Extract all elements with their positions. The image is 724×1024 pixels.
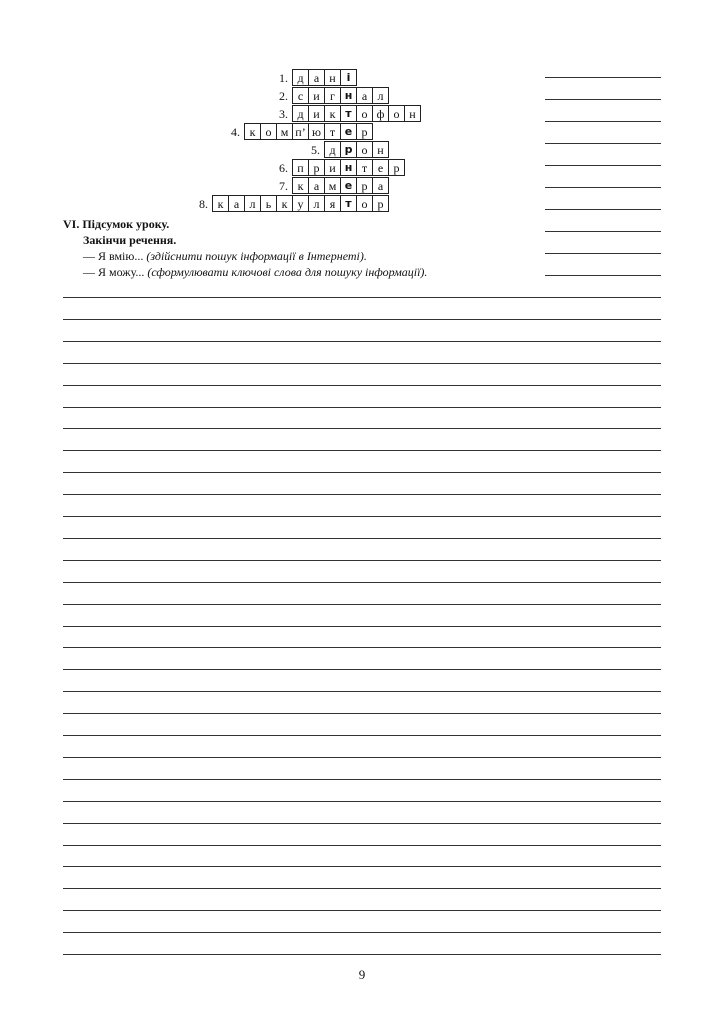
crossword-key-cell: т bbox=[340, 195, 357, 212]
crossword-key-cell: т bbox=[340, 105, 357, 122]
crossword-cell: л bbox=[244, 195, 261, 212]
writing-line bbox=[63, 801, 661, 802]
crossword-cell: м bbox=[324, 177, 341, 194]
writing-line bbox=[63, 560, 661, 561]
writing-line bbox=[63, 516, 661, 517]
crossword-cell: о bbox=[388, 105, 405, 122]
writing-line bbox=[63, 385, 661, 386]
crossword-key-cell: н bbox=[340, 159, 357, 176]
answer-line bbox=[545, 209, 661, 210]
crossword-row-number: 1. bbox=[279, 71, 288, 85]
crossword-key-cell: р bbox=[340, 141, 357, 158]
crossword-cell: а bbox=[228, 195, 245, 212]
answer-line bbox=[545, 187, 661, 188]
summary-line-2 bbox=[63, 264, 427, 280]
lesson-summary bbox=[63, 216, 427, 280]
crossword-cell: р bbox=[372, 195, 389, 212]
crossword-cell: л bbox=[372, 87, 389, 104]
summary-line-1-answer: (здійснити пошук інформації в Інтернеті). bbox=[146, 249, 367, 263]
writing-line bbox=[63, 866, 661, 867]
crossword-cell: а bbox=[308, 177, 325, 194]
crossword-cell: т bbox=[356, 159, 373, 176]
crossword-cell: д bbox=[292, 105, 309, 122]
crossword-cell: п bbox=[292, 159, 309, 176]
writing-line bbox=[63, 538, 661, 539]
crossword-cell: о bbox=[260, 123, 277, 140]
writing-line bbox=[63, 757, 661, 758]
crossword-cell: т bbox=[324, 123, 341, 140]
answer-line bbox=[545, 143, 661, 144]
writing-line bbox=[63, 494, 661, 495]
answer-line bbox=[545, 121, 661, 122]
crossword-cell: о bbox=[356, 105, 373, 122]
writing-line bbox=[63, 428, 661, 429]
crossword-cell: п’ bbox=[292, 123, 309, 140]
writing-line bbox=[63, 472, 661, 473]
writing-line bbox=[63, 735, 661, 736]
crossword-cell: н bbox=[372, 141, 389, 158]
crossword-cell: ф bbox=[372, 105, 389, 122]
crossword-cell: я bbox=[324, 195, 341, 212]
writing-line bbox=[63, 932, 661, 933]
writing-line bbox=[63, 691, 661, 692]
crossword-cell: р bbox=[308, 159, 325, 176]
summary-line-1 bbox=[63, 248, 427, 264]
summary-line-1-prefix: — Я вмію... bbox=[83, 249, 147, 263]
answer-line bbox=[545, 77, 661, 78]
crossword-cell: к bbox=[324, 105, 341, 122]
writing-line bbox=[63, 823, 661, 824]
writing-line bbox=[63, 319, 661, 320]
page-number: 9 bbox=[358, 967, 366, 982]
crossword-cell: р bbox=[356, 177, 373, 194]
crossword-key-cell: н bbox=[340, 87, 357, 104]
crossword-cell: ь bbox=[260, 195, 277, 212]
crossword-cell: р bbox=[388, 159, 405, 176]
crossword-row-number: 4. bbox=[231, 125, 240, 139]
answer-line bbox=[545, 231, 661, 232]
crossword-cell: а bbox=[356, 87, 373, 104]
crossword-cell: к bbox=[244, 123, 261, 140]
crossword-row-number: 6. bbox=[279, 161, 288, 175]
writing-line bbox=[63, 647, 661, 648]
writing-line bbox=[63, 363, 661, 364]
crossword-cell: а bbox=[372, 177, 389, 194]
writing-line bbox=[63, 582, 661, 583]
crossword-cell: р bbox=[356, 123, 373, 140]
crossword-row-number: 7. bbox=[279, 179, 288, 193]
summary-line-2-answer: (сформулювати ключові слова для пошуку інформації). bbox=[147, 265, 428, 279]
crossword-row-number: 8. bbox=[199, 197, 208, 211]
answer-line bbox=[545, 275, 661, 276]
crossword-cell: д bbox=[324, 141, 341, 158]
writing-line bbox=[63, 910, 661, 911]
crossword-cell: и bbox=[324, 159, 341, 176]
crossword-cell: и bbox=[308, 87, 325, 104]
summary-line-2-prefix: — Я можу... bbox=[83, 265, 148, 279]
crossword-cell: у bbox=[292, 195, 309, 212]
writing-line bbox=[63, 669, 661, 670]
crossword-row-number: 3. bbox=[279, 107, 288, 121]
writing-line bbox=[63, 297, 661, 298]
crossword-key-cell: е bbox=[340, 123, 357, 140]
writing-line bbox=[63, 954, 661, 955]
crossword-cell: г bbox=[324, 87, 341, 104]
crossword-row-number: 5. bbox=[311, 143, 320, 157]
writing-line bbox=[63, 779, 661, 780]
crossword-cell: к bbox=[276, 195, 293, 212]
crossword-cell: н bbox=[324, 69, 341, 86]
crossword-cell: а bbox=[308, 69, 325, 86]
crossword-cell: к bbox=[292, 177, 309, 194]
crossword-key-cell: е bbox=[340, 177, 357, 194]
writing-line bbox=[63, 604, 661, 605]
crossword-cell: д bbox=[292, 69, 309, 86]
crossword-cell: к bbox=[212, 195, 229, 212]
writing-line bbox=[63, 845, 661, 846]
writing-line bbox=[63, 341, 661, 342]
crossword-cell: м bbox=[276, 123, 293, 140]
crossword-cell: с bbox=[292, 87, 309, 104]
crossword-cell: о bbox=[356, 141, 373, 158]
crossword bbox=[0, 0, 724, 210]
crossword-cell: л bbox=[308, 195, 325, 212]
crossword-cell: е bbox=[372, 159, 389, 176]
crossword-row-number: 2. bbox=[279, 89, 288, 103]
crossword-cell: и bbox=[308, 105, 325, 122]
writing-line bbox=[63, 626, 661, 627]
crossword-key-cell: і bbox=[340, 69, 357, 86]
writing-line bbox=[63, 450, 661, 451]
crossword-cell: о bbox=[356, 195, 373, 212]
answer-line bbox=[545, 165, 661, 166]
answer-line bbox=[545, 253, 661, 254]
writing-line bbox=[63, 407, 661, 408]
crossword-cell: н bbox=[404, 105, 421, 122]
crossword-cell: ю bbox=[308, 123, 325, 140]
summary-heading: VI. Підсумок уроку. bbox=[63, 217, 170, 231]
answer-line bbox=[545, 99, 661, 100]
summary-subheading: Закінчи речення. bbox=[83, 233, 177, 247]
writing-line bbox=[63, 888, 661, 889]
writing-line bbox=[63, 713, 661, 714]
